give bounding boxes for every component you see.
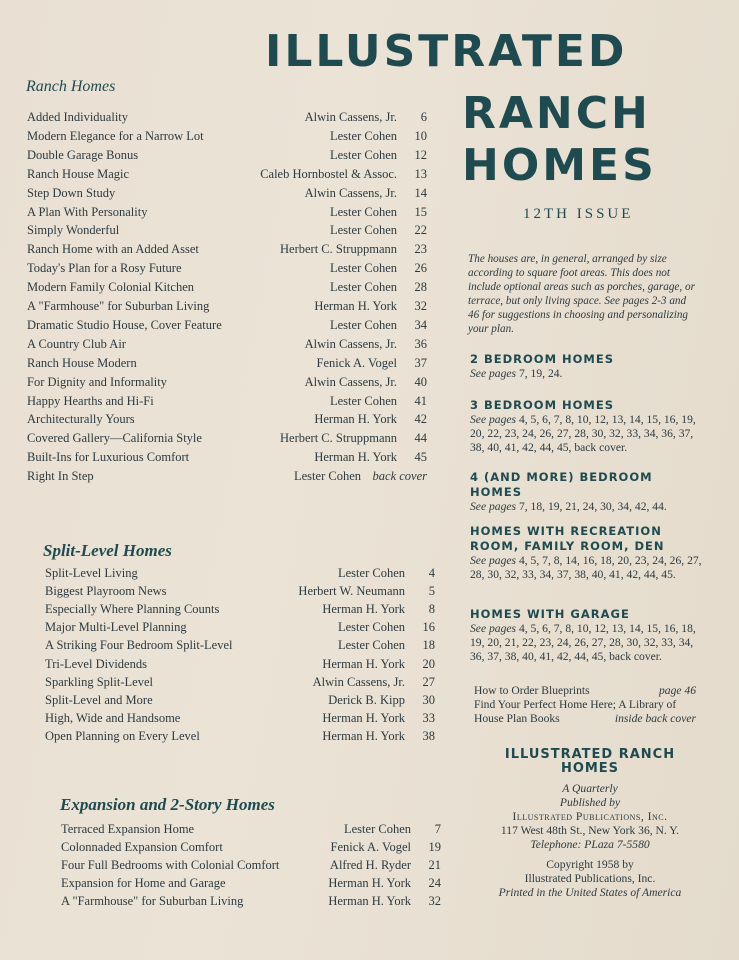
- section-title-expansion: Expansion and 2-Story Homes: [60, 795, 275, 814]
- category-pages: 4, 5, 6, 7, 8, 10, 12, 13, 14, 15, 16, 18, 19, 20, 21, 22, 23, 24, 26, 27, 28, 30, 32, 33, 34, 36, 37, 38, 40, 41, 42, 44, 45, back cover.: [470, 622, 696, 663]
- see-pages-label: See pages: [470, 500, 517, 513]
- toc-row: [61, 894, 441, 912]
- article-author: Lester Cohen: [338, 620, 405, 635]
- article-title: A Country Club Air: [27, 336, 126, 351]
- article-author: Lester Cohen: [294, 469, 361, 484]
- article-page: 14: [414, 185, 427, 200]
- article-page: 5: [428, 584, 435, 599]
- toc-row: [27, 469, 427, 487]
- article-title: Right In Step: [27, 469, 94, 484]
- category-4-bedroom: [470, 470, 706, 514]
- article-author: Lester Cohen: [330, 280, 397, 295]
- article-page: 34: [414, 317, 427, 332]
- category-pages: 7, 18, 19, 21, 24, 30, 34, 42, 44.: [518, 500, 667, 513]
- article-author: Herman H. York: [314, 299, 397, 313]
- article-title: Covered Gallery—California Style: [27, 431, 202, 446]
- article-page: 8: [428, 602, 435, 617]
- issue-label: 12TH ISSUE: [523, 206, 634, 222]
- article-title: Simply Wonderful: [27, 223, 120, 238]
- see-pages-label: See pages: [470, 622, 517, 635]
- toc-row: [27, 129, 427, 147]
- article-title: Colonnaded Expansion Comfort: [61, 839, 223, 854]
- article-page: 23: [414, 242, 427, 257]
- article-page: 26: [414, 261, 427, 276]
- article-title: Open Planning on Every Level: [45, 728, 200, 743]
- article-title: Architecturally Yours: [27, 412, 135, 427]
- article-author: Herman H. York: [314, 412, 397, 427]
- article-page: 24: [428, 875, 441, 890]
- article-author: Herbert W. Neumann: [298, 584, 405, 599]
- see-pages-label: See pages: [470, 413, 517, 426]
- order-item-text: Find Your Perfect Home Here; A Library of: [474, 698, 677, 711]
- toc-row: [45, 693, 435, 711]
- article-title: A Plan With Personality: [27, 204, 148, 219]
- toc-row: [45, 620, 435, 638]
- toc-row: [61, 876, 441, 894]
- category-heading: HOMES WITH GARAGE: [470, 607, 630, 621]
- article-page: back cover: [372, 469, 427, 484]
- article-page: 19: [428, 839, 441, 854]
- category-heading: 2 BEDROOM HOMES: [470, 352, 615, 366]
- article-author: Alwin Cassens, Jr.: [304, 110, 397, 124]
- order-info: [474, 684, 696, 726]
- order-item-page: inside back cover: [614, 712, 696, 725]
- toc-row: [45, 566, 435, 584]
- category-pages: 4, 5, 7, 8, 14, 16, 18, 20, 23, 24, 26, 27, 28, 30, 32, 33, 34, 37, 38, 40, 41, 42, 44, 45.: [470, 554, 702, 581]
- article-author: Alwin Cassens, Jr.: [304, 336, 397, 351]
- toc-row: [27, 167, 427, 185]
- toc-row: [27, 110, 427, 128]
- section-title-ranch: Ranch Homes: [26, 78, 116, 95]
- toc-row: [27, 318, 427, 336]
- article-author: Herman H. York: [322, 602, 405, 617]
- article-title: High, Wide and Handsome: [45, 710, 181, 725]
- article-page: 18: [422, 638, 435, 653]
- article-author: Derick B. Kipp: [328, 692, 405, 707]
- article-author: Lester Cohen: [344, 822, 411, 836]
- article-page: 44: [414, 431, 427, 446]
- article-author: Herman H. York: [314, 450, 397, 465]
- see-pages-label: See pages: [470, 367, 517, 380]
- publisher-block: [474, 748, 706, 900]
- article-page: 42: [414, 412, 427, 427]
- toc-row: [27, 261, 427, 279]
- article-title: Sparkling Split-Level: [45, 674, 153, 689]
- article-page: 21: [428, 857, 441, 872]
- article-title: Ranch House Magic: [27, 166, 130, 181]
- article-title: Happy Hearths and Hi-Fi: [27, 393, 154, 408]
- article-title: Ranch House Modern: [27, 355, 137, 370]
- article-page: 22: [414, 223, 427, 238]
- article-title: Terraced Expansion Home: [61, 822, 195, 836]
- intro-paragraph: The houses are, in general, arranged by size according to square foot areas. This does not include optional areas such as porches, garage, or terrace, but only living space. See pages 2-3 and 46 for suggestions in choosing and personalizing your plan.: [468, 253, 695, 335]
- article-title: Four Full Bedrooms with Colonial Comfort: [61, 857, 280, 872]
- article-page: 33: [422, 710, 435, 725]
- article-author: Herman H. York: [328, 893, 411, 908]
- publisher-company: Illustrated Publications, Inc.: [512, 810, 668, 823]
- article-page: 36: [414, 336, 427, 351]
- article-title: A Striking Four Bedroom Split-Level: [45, 638, 233, 653]
- article-title: For Dignity and Informality: [27, 374, 167, 389]
- article-author: Alfred H. Ryder: [329, 857, 411, 872]
- article-title: Split-Level and More: [45, 692, 153, 707]
- toc-row: [45, 675, 435, 693]
- category-heading: HOMES WITH RECREATION ROOM, FAMILY ROOM, DEN: [470, 524, 665, 553]
- publisher-title: ILLUSTRATED RANCH HOMES: [504, 747, 676, 776]
- article-title: Expansion for Home and Garage: [61, 875, 226, 890]
- article-page: 20: [422, 656, 435, 671]
- category-pages: 4, 5, 6, 7, 8, 10, 12, 13, 14, 15, 16, 19, 20, 22, 23, 24, 26, 27, 28, 30, 32, 33, 34, 36, 37, 38, 40, 41, 42, 44, 45, back cover.: [470, 413, 696, 454]
- toc-row: [45, 729, 435, 747]
- article-title: Modern Elegance for a Narrow Lot: [27, 128, 204, 143]
- article-title: A "Farmhouse" for Suburban Living: [27, 299, 210, 313]
- masthead-line-1: ILLUSTRATED: [265, 26, 628, 77]
- article-title: Double Garage Bonus: [27, 147, 139, 162]
- article-title: Added Individuality: [27, 110, 129, 124]
- article-page: 40: [414, 374, 427, 389]
- article-author: Herbert C. Struppmann: [280, 242, 397, 257]
- masthead-line-3: HOMES: [462, 140, 657, 191]
- category-heading: 3 BEDROOM HOMES: [470, 398, 615, 412]
- article-author: Fenick A. Vogel: [316, 355, 397, 370]
- toc-row: [27, 186, 427, 204]
- toc-row: [45, 711, 435, 729]
- article-title: Ranch Home with an Added Asset: [27, 242, 199, 257]
- article-page: 41: [414, 393, 427, 408]
- toc-row: [61, 840, 441, 858]
- article-title: Dramatic Studio House, Cover Feature: [27, 317, 222, 332]
- article-page: 38: [422, 728, 435, 743]
- article-title: Split-Level Living: [45, 566, 138, 580]
- article-author: Herman H. York: [322, 728, 405, 743]
- order-item-page: page 46: [658, 684, 696, 697]
- category-3-bedroom: [470, 398, 706, 455]
- toc-row: [27, 148, 427, 166]
- article-title: Biggest Playroom News: [45, 584, 167, 599]
- article-page: 45: [414, 450, 427, 465]
- article-author: Lester Cohen: [330, 261, 397, 276]
- toc-row: [27, 394, 427, 412]
- article-author: Caleb Hornbostel & Assoc.: [260, 166, 397, 181]
- toc-row: [27, 375, 427, 393]
- quarterly-label: A Quarterly: [562, 782, 618, 795]
- article-title: Tri-Level Dividends: [45, 656, 147, 671]
- article-title: Built-Ins for Luxurious Comfort: [27, 450, 190, 465]
- order-item-text: House Plan Books: [474, 712, 560, 725]
- article-author: Herbert C. Struppmann: [280, 431, 397, 446]
- article-title: A "Farmhouse" for Suburban Living: [61, 893, 244, 908]
- article-author: Lester Cohen: [330, 223, 397, 238]
- toc-row: [45, 602, 435, 620]
- article-author: Herman H. York: [322, 710, 405, 725]
- category-2-bedroom: [470, 352, 706, 381]
- article-title: Modern Family Colonial Kitchen: [27, 280, 194, 295]
- article-page: 10: [414, 128, 427, 143]
- article-author: Alwin Cassens, Jr.: [304, 374, 397, 389]
- article-page: 28: [414, 280, 427, 295]
- section-title-split-level: Split-Level Homes: [43, 541, 172, 560]
- article-author: Fenick A. Vogel: [330, 839, 411, 854]
- printed-in-line: Printed in the United States of America: [498, 886, 682, 899]
- publisher-telephone: Telephone: PLaza 7-5580: [530, 838, 650, 851]
- category-pages: 7, 19, 24.: [518, 367, 563, 380]
- article-author: Alwin Cassens, Jr.: [304, 185, 397, 200]
- article-author: Lester Cohen: [330, 317, 397, 332]
- copyright-line: Copyright 1958 by: [546, 858, 634, 871]
- toc-row: [27, 280, 427, 298]
- article-author: Alwin Cassens, Jr.: [312, 674, 405, 689]
- category-garage: [470, 607, 706, 664]
- article-title: Major Multi-Level Planning: [45, 620, 187, 635]
- article-title: Today's Plan for a Rosy Future: [27, 261, 182, 276]
- article-author: Herman H. York: [328, 875, 411, 890]
- article-author: Lester Cohen: [338, 638, 405, 653]
- article-page: 30: [422, 692, 435, 707]
- toc-row: [45, 638, 435, 656]
- article-author: Lester Cohen: [330, 393, 397, 408]
- order-item-text: How to Order Blueprints: [474, 684, 590, 697]
- toc-row: [61, 858, 441, 876]
- category-recreation-room: [470, 524, 706, 582]
- copyright-company: Illustrated Publications, Inc.: [524, 872, 656, 885]
- toc-row: [45, 657, 435, 675]
- publisher-address: 117 West 48th St., New York 36, N. Y.: [500, 824, 680, 837]
- article-author: Lester Cohen: [330, 147, 397, 162]
- toc-row: [27, 450, 427, 468]
- article-title: Especially Where Planning Counts: [45, 602, 220, 617]
- published-by-label: Published by: [559, 796, 621, 809]
- article-author: Lester Cohen: [330, 204, 397, 219]
- toc-row: [27, 299, 427, 317]
- article-page: 13: [414, 166, 427, 181]
- article-title: Step Down Study: [27, 185, 116, 200]
- category-heading: 4 (AND MORE) BEDROOM HOMES: [470, 470, 653, 499]
- toc-row: [27, 356, 427, 374]
- article-page: 6: [420, 110, 427, 124]
- article-author: Lester Cohen: [330, 128, 397, 143]
- article-page: 32: [428, 893, 441, 908]
- toc-row: [27, 431, 427, 449]
- toc-row: [45, 584, 435, 602]
- article-author: Herman H. York: [322, 656, 405, 671]
- toc-row: [27, 412, 427, 430]
- toc-row: [27, 223, 427, 241]
- article-page: 7: [434, 822, 441, 836]
- article-page: 4: [428, 566, 435, 580]
- toc-row: [27, 337, 427, 355]
- article-page: 37: [414, 355, 427, 370]
- toc-row: [61, 822, 441, 840]
- toc-row: [27, 242, 427, 260]
- toc-row: [27, 205, 427, 223]
- article-page: 32: [414, 299, 427, 313]
- masthead-line-2: RANCH: [462, 88, 651, 139]
- article-page: 12: [414, 147, 427, 162]
- article-page: 27: [422, 674, 435, 689]
- article-author: Lester Cohen: [338, 566, 405, 580]
- article-page: 16: [422, 620, 435, 635]
- article-page: 15: [414, 204, 427, 219]
- see-pages-label: See pages: [470, 554, 517, 567]
